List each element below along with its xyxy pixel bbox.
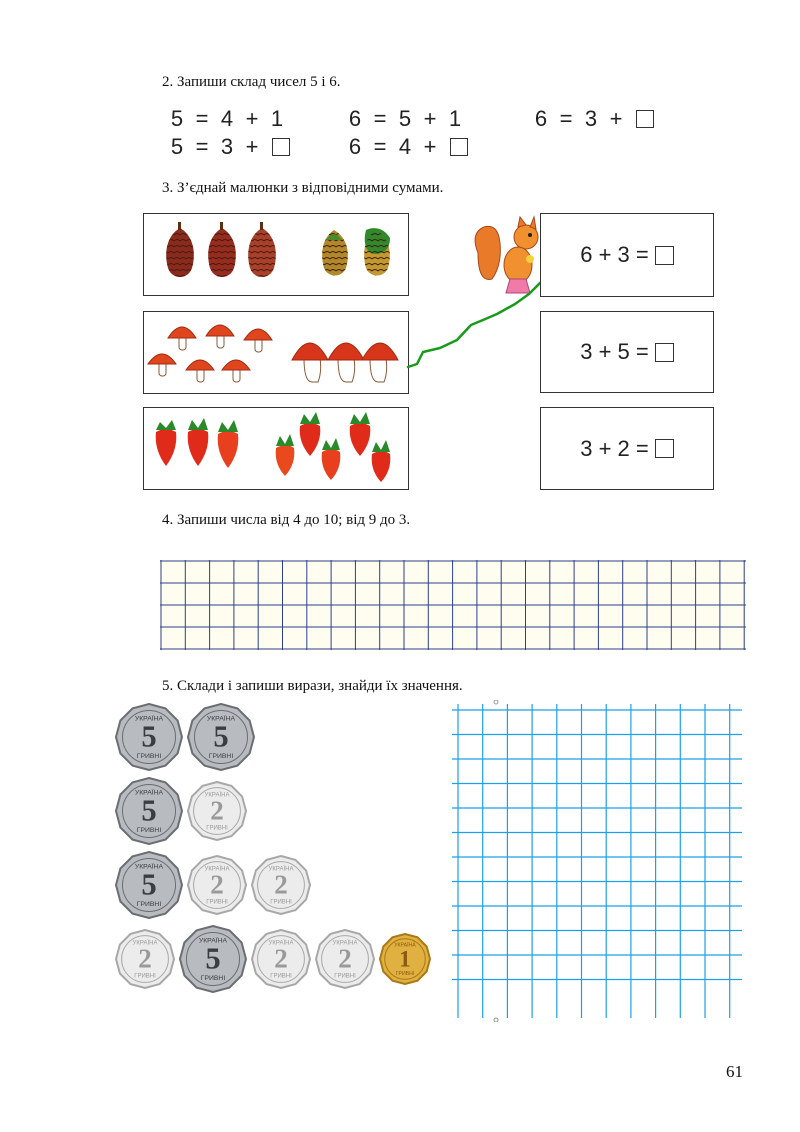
svg-text:УКРАЇНА: УКРАЇНА (268, 866, 294, 873)
eq-b: 1 (448, 106, 462, 131)
answer-box[interactable] (655, 439, 674, 458)
svg-text:УКРАЇНА: УКРАЇНА (332, 940, 358, 947)
strawberries-illustration (144, 408, 410, 491)
strawberry-icon (372, 440, 391, 482)
answer-box[interactable] (272, 138, 290, 156)
coin-5-icon (115, 777, 183, 845)
svg-text:ГРИВНІ: ГРИВНІ (334, 973, 356, 980)
coin-5-icon (187, 703, 255, 771)
strawberries-picture[interactable] (143, 407, 409, 490)
eq-a: 5 (398, 106, 412, 131)
coin-5-icon (115, 851, 183, 919)
mushroom-icon (186, 360, 214, 382)
eq-sign: = (195, 106, 209, 131)
equation-1 (168, 106, 286, 132)
eq-left: 5 (170, 134, 184, 159)
mushroom-icon (168, 327, 196, 350)
strawberry-icon (350, 412, 371, 456)
strawberry-icon (276, 434, 295, 476)
strawberry-icon (156, 420, 177, 466)
cones-illustration (144, 214, 410, 297)
eq-plus: + (423, 106, 437, 131)
mushroom-icon (222, 360, 250, 382)
svg-text:2: 2 (274, 869, 288, 900)
svg-text:ГРИВНІ: ГРИВНІ (208, 753, 234, 761)
equation-4 (168, 134, 290, 160)
coin-2-icon (187, 855, 247, 915)
svg-text:ГРИВНІ: ГРИВНІ (136, 901, 162, 909)
coin-2-icon (251, 929, 311, 989)
answer-box[interactable] (450, 138, 468, 156)
eq-sign: = (559, 106, 573, 131)
mushroom-icon (328, 343, 364, 382)
cone-icon (364, 228, 390, 275)
equation-2 (346, 106, 464, 132)
svg-text:5: 5 (141, 793, 157, 828)
svg-text:УКРАЇНА: УКРАЇНА (206, 715, 236, 723)
eq-a: 3 (584, 106, 598, 131)
svg-text:УКРАЇНА: УКРАЇНА (134, 789, 164, 797)
answer-box[interactable] (636, 110, 654, 128)
svg-text:УКРАЇНА: УКРАЇНА (132, 940, 158, 947)
sum-expression: 6 + 3 = (580, 242, 649, 267)
svg-text:УКРАЇНА: УКРАЇНА (394, 942, 416, 949)
eq-left: 6 (534, 106, 548, 131)
svg-text:УКРАЇНА: УКРАЇНА (268, 940, 294, 947)
task4-title: 4. Запиши числа від 4 до 10; від 9 до 3. (162, 512, 411, 528)
eq-sign: = (373, 134, 387, 159)
calculation-grid[interactable] (452, 700, 742, 1022)
svg-text:2: 2 (338, 943, 352, 974)
task2-title: 2. Запиши склад чисел 5 і 6. (162, 74, 341, 90)
mushroom-icon (362, 343, 398, 382)
eq-left: 5 (170, 106, 184, 131)
svg-text:5: 5 (213, 719, 229, 754)
svg-text:УКРАЇНА: УКРАЇНА (204, 792, 230, 799)
mushrooms-illustration (144, 312, 410, 395)
writing-grid[interactable] (160, 560, 746, 650)
eq-a: 4 (398, 134, 412, 159)
strawberry-icon (322, 438, 341, 480)
svg-text:1: 1 (399, 946, 411, 973)
cone-icon (322, 230, 348, 276)
punch-hole-icon (494, 700, 498, 704)
sum-box-3[interactable] (540, 407, 714, 490)
svg-text:УКРАЇНА: УКРАЇНА (204, 866, 230, 873)
svg-text:ГРИВНІ: ГРИВНІ (134, 973, 156, 980)
eq-sign: = (195, 134, 209, 159)
strawberry-icon (218, 420, 239, 468)
svg-text:2: 2 (274, 943, 288, 974)
eq-a: 4 (220, 106, 234, 131)
coin-1-icon (379, 933, 431, 985)
cone-icon (208, 222, 236, 277)
page-number: 61 (726, 1062, 743, 1081)
answer-box[interactable] (655, 246, 674, 265)
mushroom-icon (292, 343, 328, 382)
eq-left: 6 (348, 106, 362, 131)
coin-2-icon (115, 929, 175, 989)
svg-text:УКРАЇНА: УКРАЇНА (198, 937, 228, 945)
coin-2-icon (251, 855, 311, 915)
svg-text:2: 2 (210, 869, 224, 900)
strawberry-icon (188, 418, 209, 466)
eq-b: 1 (270, 106, 284, 131)
sum-box-2[interactable] (540, 311, 714, 393)
answer-box[interactable] (655, 343, 674, 362)
svg-text:УКРАЇНА: УКРАЇНА (134, 863, 164, 871)
strawberry-icon (300, 412, 321, 456)
mushroom-icon (206, 325, 234, 348)
cones-picture[interactable] (143, 213, 409, 296)
coin-2-icon (187, 781, 247, 841)
eq-left: 6 (348, 134, 362, 159)
svg-text:5: 5 (141, 867, 157, 902)
cone-icon (248, 222, 276, 277)
punch-hole-icon (494, 1018, 498, 1022)
svg-text:5: 5 (141, 719, 157, 754)
svg-text:ГРИВНІ: ГРИВНІ (206, 825, 228, 832)
coin-5-icon (115, 703, 183, 771)
eq-a: 3 (220, 134, 234, 159)
svg-text:2: 2 (138, 943, 152, 974)
equation-5 (346, 134, 468, 160)
task3-title: 3. З’єднай малюнки з відповідними сумами. (162, 180, 444, 196)
mushrooms-picture[interactable] (143, 311, 409, 394)
eq-plus: + (245, 134, 259, 159)
coin-2-icon (315, 929, 375, 989)
sum-box-1[interactable] (540, 213, 714, 297)
svg-text:5: 5 (205, 941, 221, 976)
cone-icon (166, 222, 194, 277)
task5-title: 5. Склади і запиши вирази, знайди їх значення. (162, 678, 463, 694)
svg-text:ГРИВНІ: ГРИВНІ (270, 973, 292, 980)
sum-expression: 3 + 5 = (580, 339, 649, 364)
eq-plus: + (245, 106, 259, 131)
eq-sign: = (373, 106, 387, 131)
equation-3 (532, 106, 654, 132)
svg-text:ГРИВНІ: ГРИВНІ (200, 975, 226, 983)
svg-text:УКРАЇНА: УКРАЇНА (134, 715, 164, 723)
svg-text:2: 2 (210, 795, 224, 826)
eq-plus: + (423, 134, 437, 159)
sum-expression: 3 + 2 = (580, 435, 649, 461)
connection-line (405, 280, 545, 380)
eq-plus: + (609, 106, 623, 131)
mushroom-icon (244, 329, 272, 352)
svg-text:ГРИВНІ: ГРИВНІ (395, 971, 415, 978)
coin-5-icon (179, 925, 247, 993)
svg-text:ГРИВНІ: ГРИВНІ (206, 899, 228, 906)
svg-text:ГРИВНІ: ГРИВНІ (136, 827, 162, 835)
mushroom-icon (148, 354, 176, 376)
svg-text:ГРИВНІ: ГРИВНІ (136, 753, 162, 761)
svg-text:ГРИВНІ: ГРИВНІ (270, 899, 292, 906)
